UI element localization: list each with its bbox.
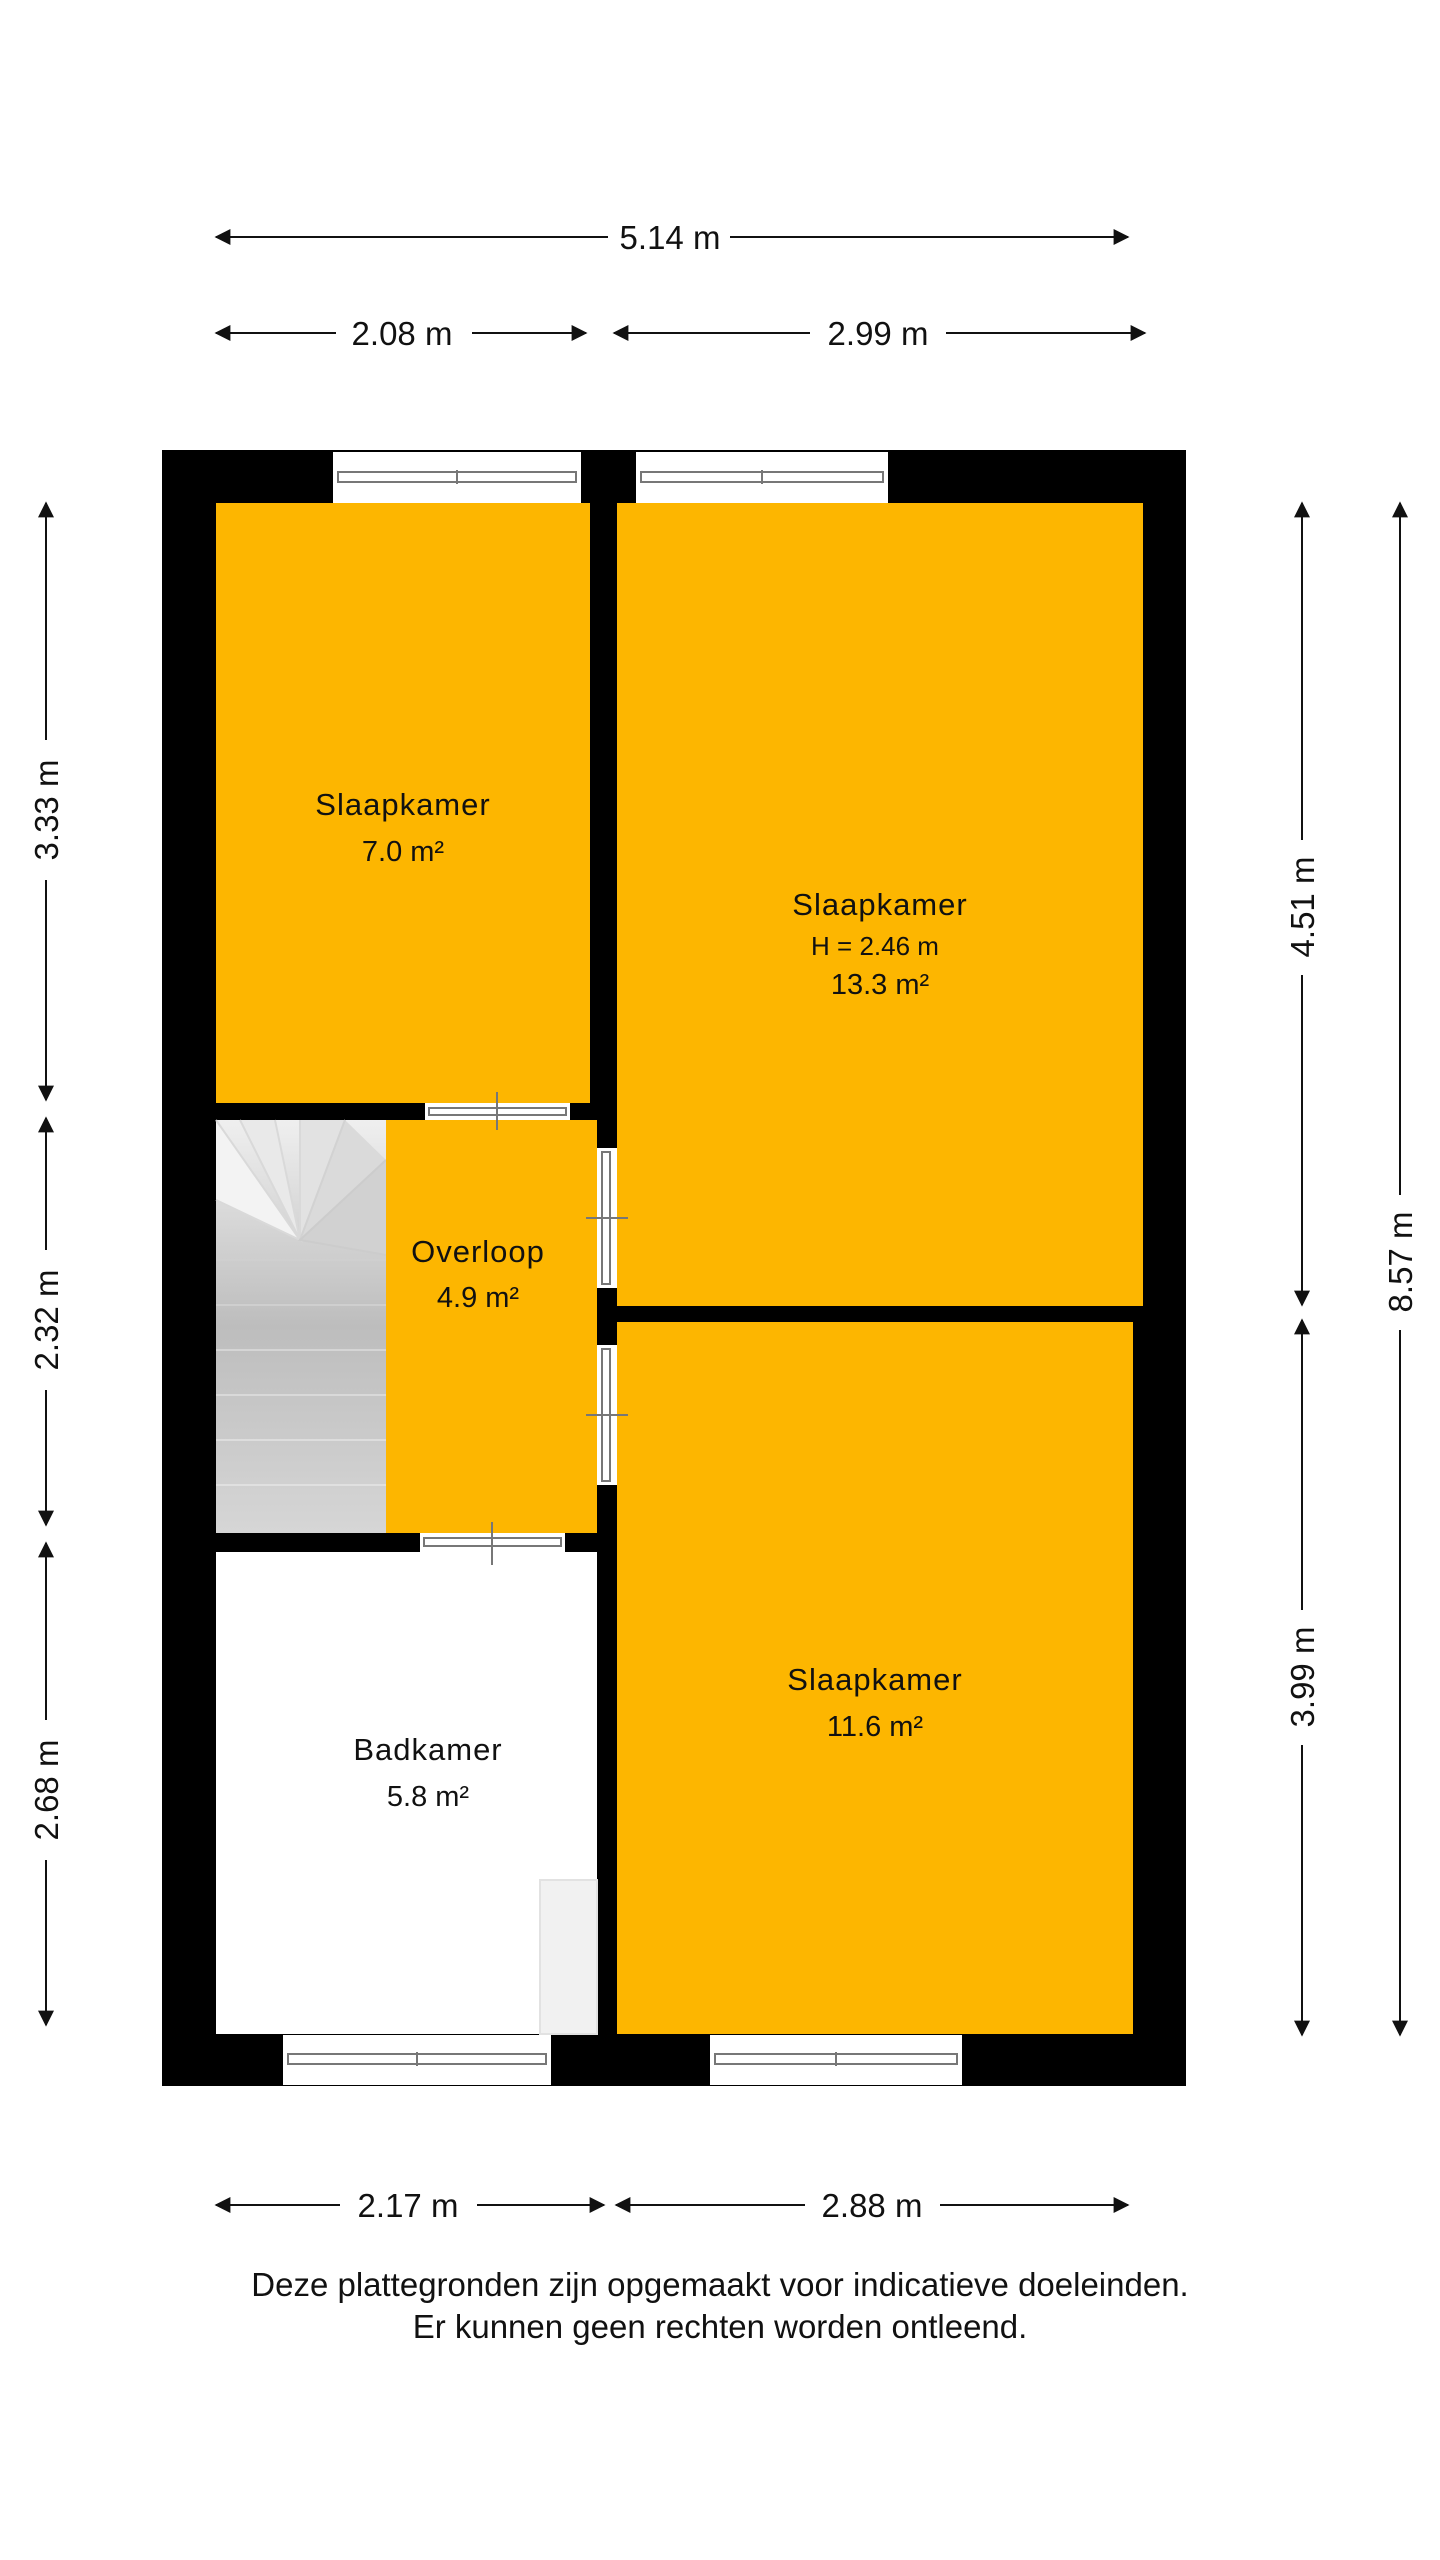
room-area-landing: 4.9 m² [436,1282,520,1314]
disclaimer-line-1: Deze plattegronden zijn opgemaakt voor indicatieve doeleinden. [251,2266,1189,2303]
room-label-landing: Overloop [411,1234,545,1269]
disclaimer-line-2: Er kunnen geen rechten worden ontleend. [412,2308,1028,2345]
dimension-label: 2.17 m [357,2187,459,2224]
room-label-bedroom-bottom-right: Slaapkamer [787,1662,963,1697]
dimension-top-total [216,219,1128,256]
room-landing [386,1120,597,1533]
room-area-bedroom-bottom-right: 11.6 m² [826,1711,924,1743]
room-label-bedroom-top-right: Slaapkamer [792,887,968,922]
window-bottom-right [710,2035,962,2085]
dimension-bottom-left [216,2187,604,2224]
dimension-label: 5.14 m [619,219,721,256]
dimension-label: 2.08 m [351,315,453,352]
room-area-bedroom-top-right: 13.3 m² [830,969,930,1001]
window-top-right [636,452,888,503]
dimension-top-left [216,315,586,352]
window-bottom-left [283,2035,551,2085]
staircase [216,1120,386,1533]
dimension-right-bottom [1284,1320,1321,2035]
window-top-left [333,452,581,503]
room-label-bedroom-top-left: Slaapkamer [315,787,491,822]
dimension-label: 2.32 m [28,1269,65,1371]
room-height-bedroom-top-right: H = 2.46 m [811,931,939,961]
disclaimer-text [0,2264,1440,2348]
bathroom-fixture [540,1880,597,2034]
dimension-right-total [1382,503,1419,2035]
dimension-left-top [28,503,65,1100]
dimension-bottom-right [616,2187,1128,2224]
room-label-bathroom: Badkamer [353,1732,503,1767]
dimension-label: 2.88 m [821,2187,923,2224]
dimension-left-bottom [28,1543,65,2025]
dimension-label: 3.99 m [1284,1626,1321,1728]
dimension-left-middle [28,1118,65,1525]
dimension-label: 2.99 m [827,315,929,352]
dimension-right-top [1284,503,1321,1305]
dimension-label: 2.68 m [28,1739,65,1841]
room-area-bathroom: 5.8 m² [386,1781,470,1813]
room-area-bedroom-top-left: 7.0 m² [361,836,445,868]
dimension-label: 4.51 m [1284,856,1321,958]
dimension-label: 8.57 m [1382,1211,1419,1313]
dimension-label: 3.33 m [28,759,65,861]
dimension-top-right [614,315,1145,352]
